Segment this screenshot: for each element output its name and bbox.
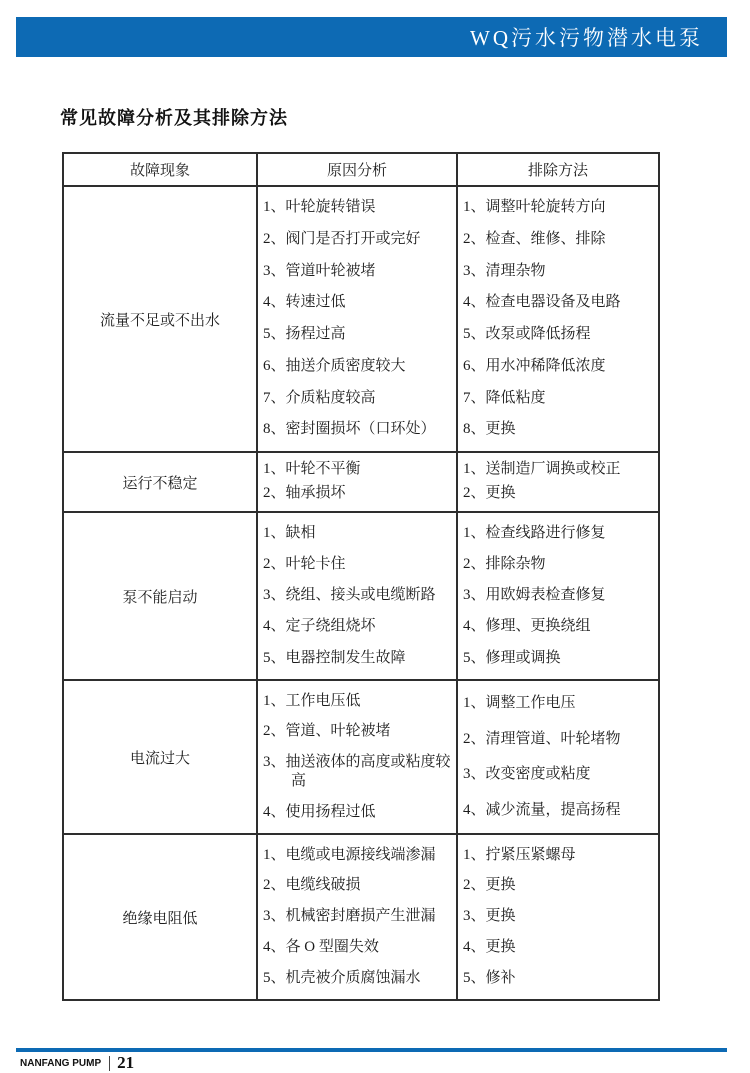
- fault-table: [62, 152, 660, 1001]
- cause-item: 2、叶轮卡住: [263, 556, 346, 573]
- remedy-item: 5、修理或调换: [463, 649, 561, 666]
- cause-list: [258, 513, 458, 679]
- cause-item: 1、电缆或电源接线端渗漏: [263, 846, 436, 863]
- remedy-item: 4、修理、更换绕组: [463, 618, 591, 635]
- remedy-item: 2、清理管道、叶轮堵物: [463, 730, 621, 747]
- fault-name: 运行不稳定: [64, 453, 258, 511]
- remedy-item: 4、减少流量，提高扬程: [463, 801, 621, 818]
- column-header-remedy: 排除方法: [527, 163, 588, 179]
- fault-name: 电流过大: [64, 681, 258, 833]
- table-row: [64, 681, 658, 835]
- cause-item: 2、轴承损坏: [263, 485, 346, 502]
- remedy-item: 1、拧紧压紧螺母: [463, 846, 576, 863]
- cause-item: 3、管道叶轮被堵: [263, 262, 376, 279]
- cause-list: [258, 187, 458, 451]
- cause-list: [258, 453, 458, 511]
- cause-item: 5、电器控制发生故障: [263, 649, 406, 666]
- table-row: [64, 453, 658, 513]
- remedy-item: 2、检查、维修、排除: [463, 230, 606, 247]
- remedy-item: 3、改变密度或粘度: [463, 766, 591, 782]
- remedy-item: 4、更换: [463, 939, 516, 956]
- remedy-list: [458, 513, 658, 679]
- cause-item: 4、转速过低: [263, 294, 346, 311]
- cause-item: 1、工作电压低: [263, 692, 361, 709]
- remedy-item: 5、修补: [463, 969, 516, 986]
- cause-item: 3、绕组、接头或电缆断路: [263, 587, 436, 604]
- cause-item: 5、机壳被介质腐蚀漏水: [263, 969, 421, 986]
- footer-rule: [16, 1048, 727, 1052]
- remedy-item: 3、用欧姆表检查修复: [463, 587, 606, 604]
- brand-logo-text: NANFANG PUMP: [20, 1057, 102, 1069]
- remedy-item: 5、改泵或降低扬程: [463, 326, 591, 343]
- footer-divider: [109, 1056, 110, 1071]
- fault-name: 绝缘电阻低: [64, 835, 258, 999]
- cause-item: 6、抽送介质密度较大: [263, 357, 406, 374]
- remedy-item: 3、清理杂物: [463, 262, 546, 279]
- remedy-item: 1、调整叶轮旋转方向: [463, 199, 606, 216]
- remedy-item: 4、检查电器设备及电路: [463, 294, 621, 311]
- remedy-item: 1、调整工作电压: [463, 695, 576, 711]
- remedy-item: 7、降低粘度: [463, 389, 546, 406]
- column-header-fault: 故障现象: [64, 154, 258, 185]
- remedy-item: 2、更换: [463, 485, 516, 502]
- table-body: [64, 187, 658, 999]
- column-header-cause: 原因分析: [258, 154, 458, 185]
- cause-item: 7、介质粘度较高: [263, 389, 376, 406]
- remedy-item: 1、送制造厂调换或校正: [463, 461, 621, 478]
- cause-item: 1、叶轮旋转错误: [263, 199, 376, 216]
- remedy-list: [458, 681, 658, 833]
- remedy-list: [458, 187, 658, 451]
- fault-name: 流量不足或不出水: [64, 187, 258, 451]
- cause-item: 4、各 O 型圈失效: [263, 939, 379, 956]
- cause-item: 1、缺相: [263, 524, 316, 541]
- remedy-item: 8、更换: [463, 421, 516, 438]
- page-number: 21: [117, 1053, 135, 1072]
- remedy-item: 1、检查线路进行修复: [463, 524, 606, 541]
- cause-item: 2、管道、叶轮被堵: [263, 723, 391, 740]
- cause-item: 8、密封圈损坏（口环处）: [263, 421, 436, 438]
- table-row: [64, 187, 658, 453]
- fault-name: 泵不能启动: [64, 513, 258, 679]
- cause-item: 5、扬程过高: [263, 326, 346, 343]
- cause-item: 1、叶轮不平衡: [263, 461, 361, 478]
- remedy-item: 2、排除杂物: [463, 556, 546, 573]
- cause-item: 4、定子绕组烧坏: [263, 618, 376, 635]
- cause-list: [258, 681, 458, 833]
- cause-item: 4、使用扬程过低: [263, 803, 376, 820]
- cause-item: 2、电缆线破损: [263, 877, 361, 894]
- remedy-list: [458, 835, 658, 999]
- product-title: WQ污水污物潜水电泵: [470, 26, 703, 50]
- cause-item: 2、阀门是否打开或完好: [263, 230, 421, 247]
- remedy-item: 6、用水冲稀降低浓度: [463, 357, 606, 374]
- cause-item: 3、抽送液体的高度或粘度较高: [263, 753, 451, 790]
- page-title: 常见故障分析及其排除方法: [60, 108, 288, 128]
- remedy-list: [458, 453, 658, 511]
- footer: [20, 1054, 134, 1072]
- remedy-item: 3、更换: [463, 908, 516, 925]
- cause-list: [258, 835, 458, 999]
- table-header-row: [64, 154, 658, 187]
- table-row: [64, 835, 658, 999]
- remedy-item: 2、更换: [463, 877, 516, 894]
- product-banner: [16, 17, 727, 57]
- table-row: [64, 513, 658, 681]
- cause-item: 3、机械密封磨损产生泄漏: [263, 908, 436, 925]
